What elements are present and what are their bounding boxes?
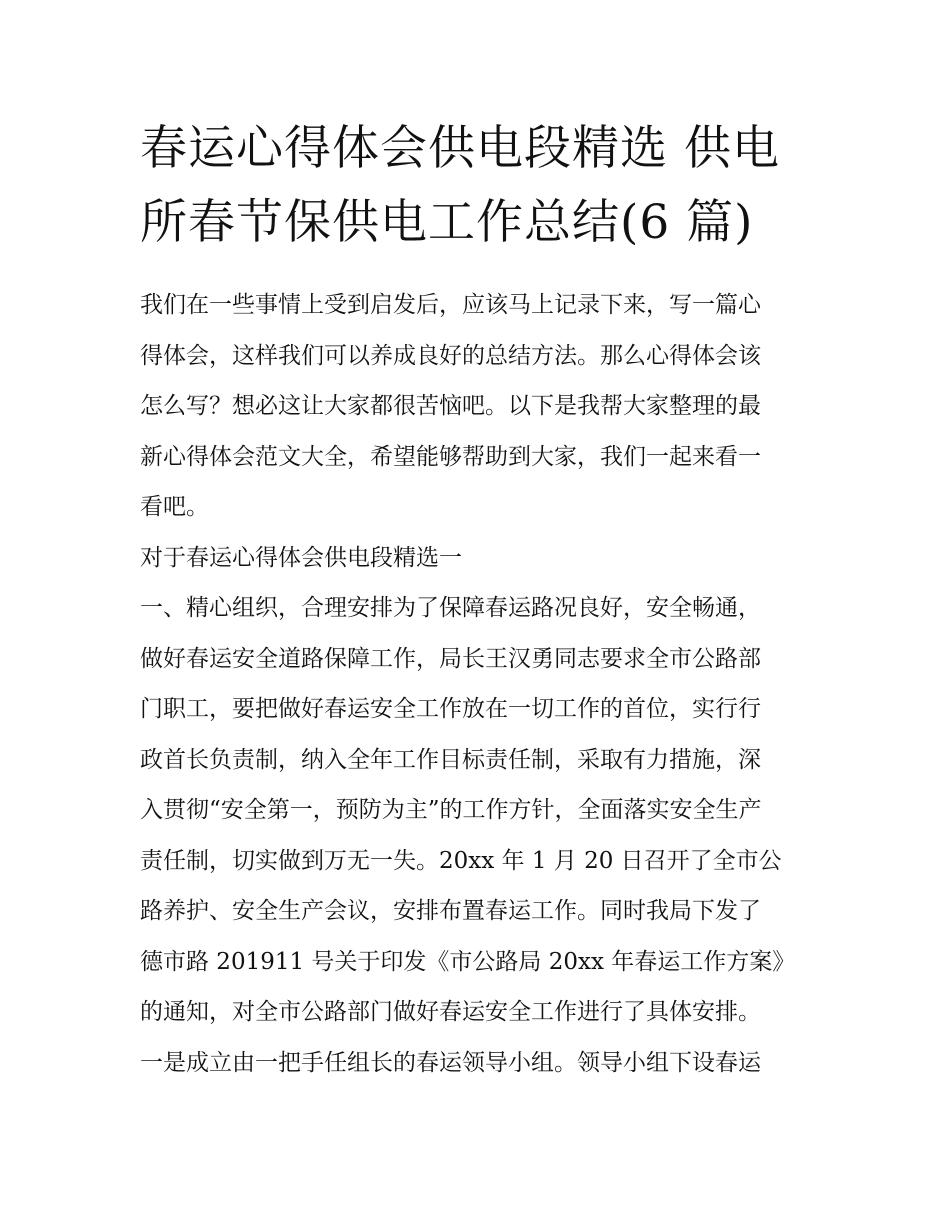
body-line-8: 做好春运安全道路保障工作，局长王汉勇同志要求全市公路部 (140, 645, 761, 672)
body-line-9: 门职工，要把做好春运安全工作放在一切工作的首位，实行行 (140, 696, 761, 722)
body-line-16: 一是成立由一把手任组长的春运领导小组。领导小组下设春运 (140, 1049, 761, 1076)
body-line-14: 德市路 201911 号关于印发《市公路局 20xx 年春运工作方案》 (140, 948, 796, 975)
title-line-1: 春运心得体会供电段精选 供电 (140, 121, 780, 176)
body-line-11: 入贯彻“安全第一，预防为主”的工作方针，全面落实安全生产 (140, 797, 762, 823)
document-body (140, 280, 820, 1088)
document-title (140, 112, 820, 260)
title-line-2: 所春节保供电工作总结(6 篇) (140, 195, 754, 250)
body-line-12: 责任制，切实做到万无一失。20xx 年 1 月 20 日召开了全市公 (140, 847, 782, 874)
body-line-1: 我们在一些事情上受到启发后，应该马上记录下来，写一篇心 (140, 292, 761, 318)
body-line-3: 怎么写？想必这让大家都很苦恼吧。以下是我帮大家整理的最 (140, 393, 761, 419)
body-line-4: 新心得体会范文大全，希望能够帮助到大家，我们一起来看一 (140, 443, 761, 470)
body-line-15: 的通知，对全市公路部门做好春运安全工作进行了具体安排。 (140, 999, 761, 1025)
body-line-13: 路养护、安全生产会议，安排布置春运工作。同时我局下发了 (140, 898, 761, 924)
section-heading: 对于春运心得体会供电段精选一 (140, 544, 462, 571)
body-line-10: 政首长负责制，纳入全年工作目标责任制，采取有力措施，深 (140, 746, 761, 773)
body-line-2: 得体会，这样我们可以养成良好的总结方法。那么心得体会该 (140, 342, 761, 369)
body-line-7: 一、精心组织，合理安排为了保障春运路况良好，安全畅通， (140, 595, 761, 621)
body-line-5: 看吧。 (140, 494, 209, 520)
